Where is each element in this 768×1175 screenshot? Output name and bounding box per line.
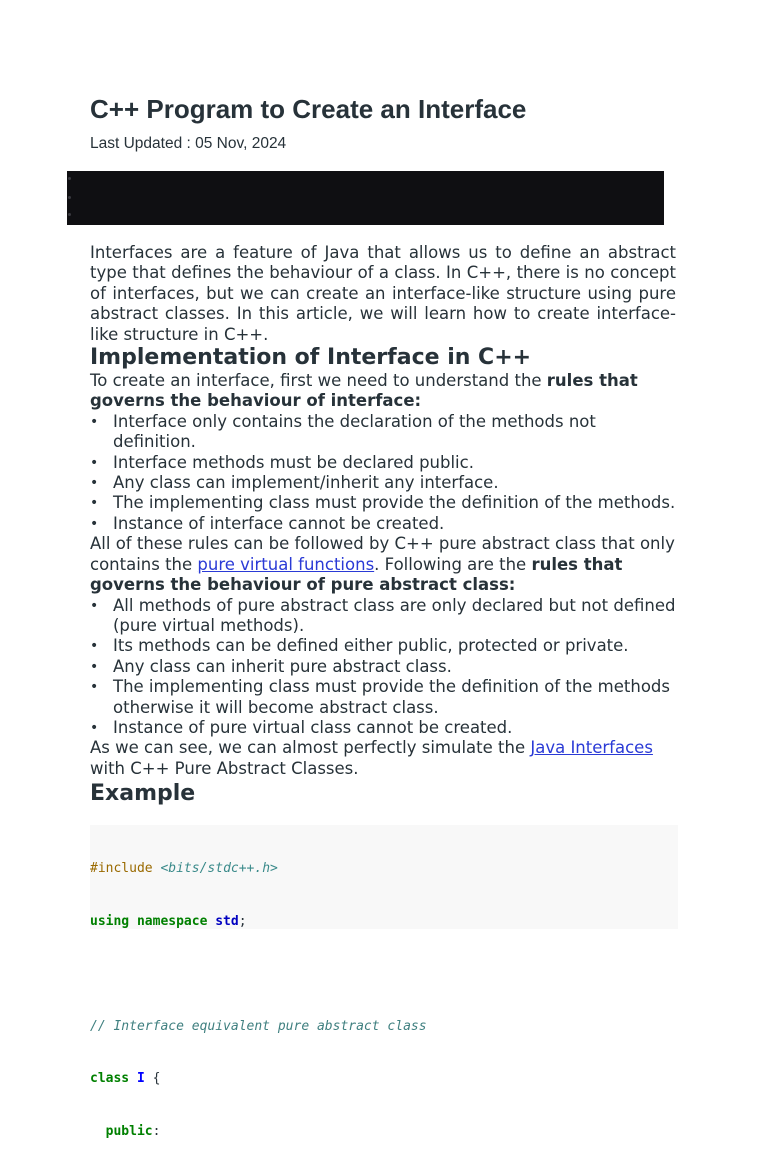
list-item bbox=[90, 596, 676, 637]
section-heading-example: Example bbox=[90, 781, 196, 807]
abstract-rules-bold-text: rules that governs the behaviour of pure abstract class: bbox=[90, 554, 623, 595]
bullet-icon: • bbox=[90, 679, 99, 696]
code-punctuation: : bbox=[152, 1123, 161, 1139]
list-item-text: Instance of interface cannot be created. bbox=[113, 513, 445, 533]
code-punctuation: { bbox=[144, 1071, 161, 1086]
section-heading-implementation: Implementation of Interface in C++ bbox=[90, 345, 532, 371]
bullet-icon: • bbox=[90, 454, 99, 471]
code-line bbox=[90, 1123, 678, 1141]
bullet-icon: • bbox=[90, 413, 99, 430]
bullet-icon: • bbox=[90, 515, 99, 532]
ad-dot-icon bbox=[68, 213, 71, 216]
list-item bbox=[90, 453, 676, 473]
code-indent bbox=[90, 1124, 106, 1139]
paragraph-text: As we can see, we can almost perfectly simulate the bbox=[90, 738, 531, 758]
java-interfaces-paragraph bbox=[90, 738, 676, 779]
code-block[interactable] bbox=[90, 825, 678, 1139]
code-class-name: I bbox=[129, 1071, 145, 1086]
code-line bbox=[90, 1018, 678, 1036]
list-item-text: Interface only contains the declaration of the methods not definition. bbox=[113, 411, 596, 452]
list-item bbox=[90, 473, 676, 493]
ad-dot-icon bbox=[68, 196, 71, 199]
list-item bbox=[90, 657, 676, 677]
code-access-specifier: public bbox=[105, 1123, 153, 1139]
intro-paragraph: Interfaces are a feature of Java that allows us to define an abstract type that defines the behaviour of a class. In C++, there is no concept of interfaces, but we can create an interface-like structure using pure abstract classes. In this article, we will learn how to create interface-like structure in C++. bbox=[90, 243, 676, 344]
code-header: <bits/stdc++.h> bbox=[152, 861, 278, 876]
list-item bbox=[90, 718, 676, 738]
ad-dot-icon bbox=[68, 177, 71, 180]
list-item-text: The implementing class must provide the definition of the methods otherwise it will become abstract class. bbox=[113, 677, 670, 717]
list-item-text: Instance of pure virtual class cannot be created. bbox=[113, 717, 513, 737]
list-item bbox=[90, 514, 676, 534]
abstract-class-paragraph bbox=[90, 534, 676, 595]
list-item-text: All methods of pure abstract class are only declared but not defined (pure virtual methods). bbox=[113, 595, 676, 635]
interface-rules-lead bbox=[90, 371, 676, 412]
article-body bbox=[90, 243, 676, 807]
java-interfaces-link[interactable]: Java Interfaces bbox=[530, 738, 653, 758]
list-item-text: The implementing class must provide the definition of the methods. bbox=[113, 493, 676, 513]
code-comment: // Interface equivalent pure abstract class bbox=[90, 1018, 427, 1034]
code-line-empty bbox=[90, 965, 678, 983]
code-directive: #include bbox=[90, 861, 153, 876]
ad-banner[interactable] bbox=[67, 171, 664, 225]
bullet-icon: • bbox=[90, 495, 99, 512]
interface-rules-list bbox=[90, 412, 676, 534]
last-updated-date: Last Updated : 05 Nov, 2024 bbox=[90, 135, 287, 152]
code-keyword: class bbox=[90, 1071, 130, 1086]
paragraph-text: All of these rules can be followed by C++ pure abstract class that only contains the bbox=[90, 534, 675, 574]
list-item-text: Any class can implement/inherit any interface. bbox=[113, 473, 499, 493]
code-punctuation: ; bbox=[238, 913, 247, 929]
list-item bbox=[90, 636, 676, 656]
paragraph-text: with C++ Pure Abstract Classes. bbox=[90, 758, 359, 778]
abstract-rules-list bbox=[90, 596, 676, 739]
lead-bold-text: rules that governs the behaviour of interface: bbox=[90, 371, 638, 411]
code-line bbox=[90, 913, 678, 931]
code-line bbox=[90, 860, 678, 878]
bullet-icon: • bbox=[90, 597, 99, 614]
list-item-text: Its methods can be defined either public, protected or private. bbox=[113, 636, 629, 656]
list-item bbox=[90, 412, 676, 453]
page-title: C++ Program to Create an Interface bbox=[90, 94, 527, 124]
list-item-text: Interface methods must be declared public. bbox=[113, 452, 474, 472]
bullet-icon: • bbox=[90, 638, 99, 655]
pure-virtual-functions-link[interactable]: pure virtual functions bbox=[197, 554, 375, 574]
list-item bbox=[90, 677, 676, 718]
bullet-icon: • bbox=[90, 475, 99, 492]
paragraph-text: . Following are the bbox=[374, 554, 532, 574]
code-line bbox=[90, 1070, 678, 1088]
code-namespace: std bbox=[207, 913, 239, 929]
code-keyword: using namespace bbox=[90, 913, 208, 929]
lead-text: To create an interface, first we need to understand the bbox=[90, 371, 547, 391]
list-item-text: Any class can inherit pure abstract class. bbox=[113, 656, 452, 676]
list-item bbox=[90, 493, 676, 513]
bullet-icon: • bbox=[90, 658, 99, 675]
bullet-icon: • bbox=[90, 719, 99, 736]
